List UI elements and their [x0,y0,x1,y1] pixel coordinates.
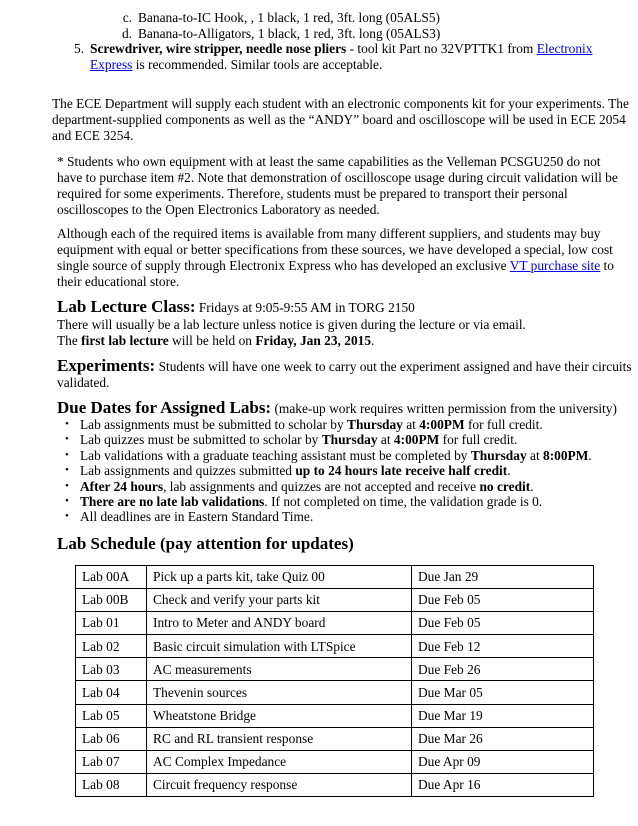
list-item-5-line1 [90,41,592,57]
b3-text2: at [526,447,544,463]
lecture-l3a: The [57,333,82,348]
lab-id-cell: Lab 00B [76,589,147,612]
table-row [76,612,594,635]
lab-id-cell: Lab 05 [76,704,147,727]
b1-text2: at [402,417,420,432]
list-item-d: Banana-to-Alligators, 1 black, 1 red, 3ft. long (05ALS3) [138,26,441,41]
b4-text2: . [507,463,511,479]
list-marker-c: c. [122,10,132,25]
lab-due-cell: Due Feb 26 [412,658,594,681]
lab-id-cell: Lab 06 [76,727,147,750]
list-item [65,493,600,509]
b4-text: Lab assignments and quizzes submitted [80,463,296,479]
list-item [65,509,600,525]
b5-bold2: no credit [479,478,531,494]
experiments-heading-line [57,358,632,375]
due-dates-heading-line [57,400,617,417]
experiments-heading-tail: Students will have one week to carry out the experiment assigned and have their circuits [155,359,632,374]
b3-text3: . [588,447,592,463]
lecture-l3c: will be held on [168,333,256,348]
electronix-link-part2[interactable]: Express [90,57,133,72]
list-item [65,417,600,432]
bullet-1: • [65,418,69,430]
vt-purchase-site-link[interactable]: VT purchase site [509,258,601,273]
due-dates-list [65,417,600,525]
b3-bold: Thursday [470,447,527,463]
bullet-7: • [65,510,69,523]
due-dates-heading: Due Dates for Assigned Labs: [57,398,272,417]
schedule-heading: Lab Schedule (pay attention for updates) [57,534,354,553]
lab-id-cell: Lab 04 [76,681,147,704]
ece-para-line3: and ECE 3254. [52,128,134,143]
table-row [76,773,594,796]
lab-due-cell: Due Feb 12 [412,635,594,658]
list-item [65,463,600,479]
lecture-l3e: . [371,333,375,348]
list-item [65,432,600,448]
lab-id-cell: Lab 03 [76,658,147,681]
electronix-link-part1[interactable]: Electronix [536,41,593,56]
b2-bold: Thursday [321,432,378,448]
bullet-3: • [65,448,69,461]
lecture-l3b: first lab lecture [81,333,169,348]
students-para-line3: required for some experiments. Therefore, students must be prepared to transport their personal [57,186,568,201]
b6-bold: There are no late lab validations [80,493,265,509]
b3-text: Lab validations with a graduate teaching assistant must be completed by [80,447,471,463]
bullet-4: • [65,464,69,477]
suppliers-para-line3 [57,258,614,274]
lab-due-cell: Due Mar 05 [412,681,594,704]
lab-title-cell: Pick up a parts kit, take Quiz 00 [147,566,412,589]
lab-id-cell: Lab 07 [76,750,147,773]
table-row [76,704,594,727]
bullet-2: • [65,433,69,446]
lab-due-cell: Due Jan 29 [412,566,594,589]
table-row [76,658,594,681]
b5-text: , lab assignments and quizzes are not accepted and receive [163,478,480,494]
b6-text: . If not completed on time, the validation grade is 0. [264,493,543,509]
lecture-line3 [57,333,374,349]
list-marker-5: 5. [73,41,84,56]
lab-id-cell: Lab 01 [76,612,147,635]
list-item-c: Banana-to-IC Hook, , 1 black, 1 red, 3ft. long (05ALS5) [138,10,440,25]
tools-bold: Screwdriver, wire stripper, needle nose pliers [90,41,347,56]
schedule-table [75,565,594,797]
lab-title-cell: AC measurements [147,658,412,681]
ece-para-line1: The ECE Department will supply each student with an electronic components kit for your experiments. The [52,96,629,111]
b5-text2: . [530,478,534,494]
b1-bold: Thursday [347,417,403,432]
suppliers-para-line1: Although each of the required items is available from many different suppliers, and students may buy [57,226,601,241]
b3-time: 8:00PM [543,447,589,463]
lab-id-cell: Lab 08 [76,773,147,796]
lab-title-cell: RC and RL transient response [147,727,412,750]
b7-text: All deadlines are in Eastern Standard Time. [80,509,314,525]
b2-time: 4:00PM [393,432,440,448]
table-row [76,566,594,589]
b2-text3: for full credit. [439,432,518,448]
lab-due-cell: Due Apr 16 [412,773,594,796]
suppliers-para-line4: their educational store. [57,274,180,289]
lecture-l3d: Friday, Jan 23, 2015 [255,333,372,348]
lab-id-cell: Lab 02 [76,635,147,658]
table-row [76,681,594,704]
lecture-line2: There will usually be a lab lecture unless notice is given during the lecture or via email. [57,317,526,332]
suppliers-text-end: to [600,258,614,273]
table-row [76,589,594,612]
b2-text: Lab quizzes must be submitted to scholar by [80,432,322,448]
tools-tail: is recommended. Similar tools are acceptable. [132,57,383,72]
b1-text: Lab assignments must be submitted to scholar by [80,417,348,432]
lab-title-cell: Thevenin sources [147,681,412,704]
lab-due-cell: Due Mar 19 [412,704,594,727]
lab-title-cell: Basic circuit simulation with LTSpice [147,635,412,658]
table-row [76,727,594,750]
experiments-heading: Experiments: [57,356,156,375]
lab-title-cell: Check and verify your parts kit [147,589,412,612]
list-item [65,447,600,463]
b5-bold: After 24 hours [80,478,164,494]
lecture-heading: Lab Lecture Class: [57,297,196,316]
lab-title-cell: Circuit frequency response [147,773,412,796]
suppliers-text: single source of supply through Electronix Express who has developed an exclusive [57,258,510,273]
list-item-5-line2 [90,57,382,73]
lab-title-cell: Intro to Meter and ANDY board [147,612,412,635]
lab-title-cell: AC Complex Impedance [147,750,412,773]
lab-due-cell: Due Mar 26 [412,727,594,750]
students-para-line4: oscilloscopes to the Open Electronics Laboratory as needed. [57,202,380,217]
table-row [76,750,594,773]
table-row [76,635,594,658]
lab-title-cell: Wheatstone Bridge [147,704,412,727]
lecture-heading-tail: Fridays at 9:05-9:55 AM in TORG 2150 [195,300,415,315]
due-dates-heading-tail: (make-up work requires written permission from the university) [271,401,617,416]
list-marker-d: d. [121,26,132,41]
students-para-line2: have to purchase item #2. Note that demonstration of oscilloscope usage during circuit validation will be [57,170,618,185]
lecture-heading-line [57,299,415,316]
b4-bold: up to 24 hours late receive half credit [295,463,508,479]
bullet-6: • [65,494,69,507]
lab-due-cell: Due Feb 05 [412,612,594,635]
b1-time: 4:00PM [419,417,465,432]
ece-para-line2: department-supplied components as well as the “ANDY” board and oscilloscope will be used in ECE 2054 [52,112,626,127]
tools-text: - tool kit Part no 32VPTTK1 from [346,41,537,56]
list-item [65,478,600,494]
lab-due-cell: Due Feb 05 [412,589,594,612]
students-para-line1: * Students who own equipment with at least the same capabilities as the Velleman PCSGU250 do not [57,154,601,169]
suppliers-para-line2: equipment with equal or better specifications from these sources, we have developed a special, low cost [57,242,613,257]
b1-text3: for full credit. [464,417,543,432]
lab-due-cell: Due Apr 09 [412,750,594,773]
b2-text2: at [377,432,394,448]
experiments-line2: validated. [57,375,110,390]
lab-id-cell: Lab 00A [76,566,147,589]
bullet-5: • [65,479,69,492]
